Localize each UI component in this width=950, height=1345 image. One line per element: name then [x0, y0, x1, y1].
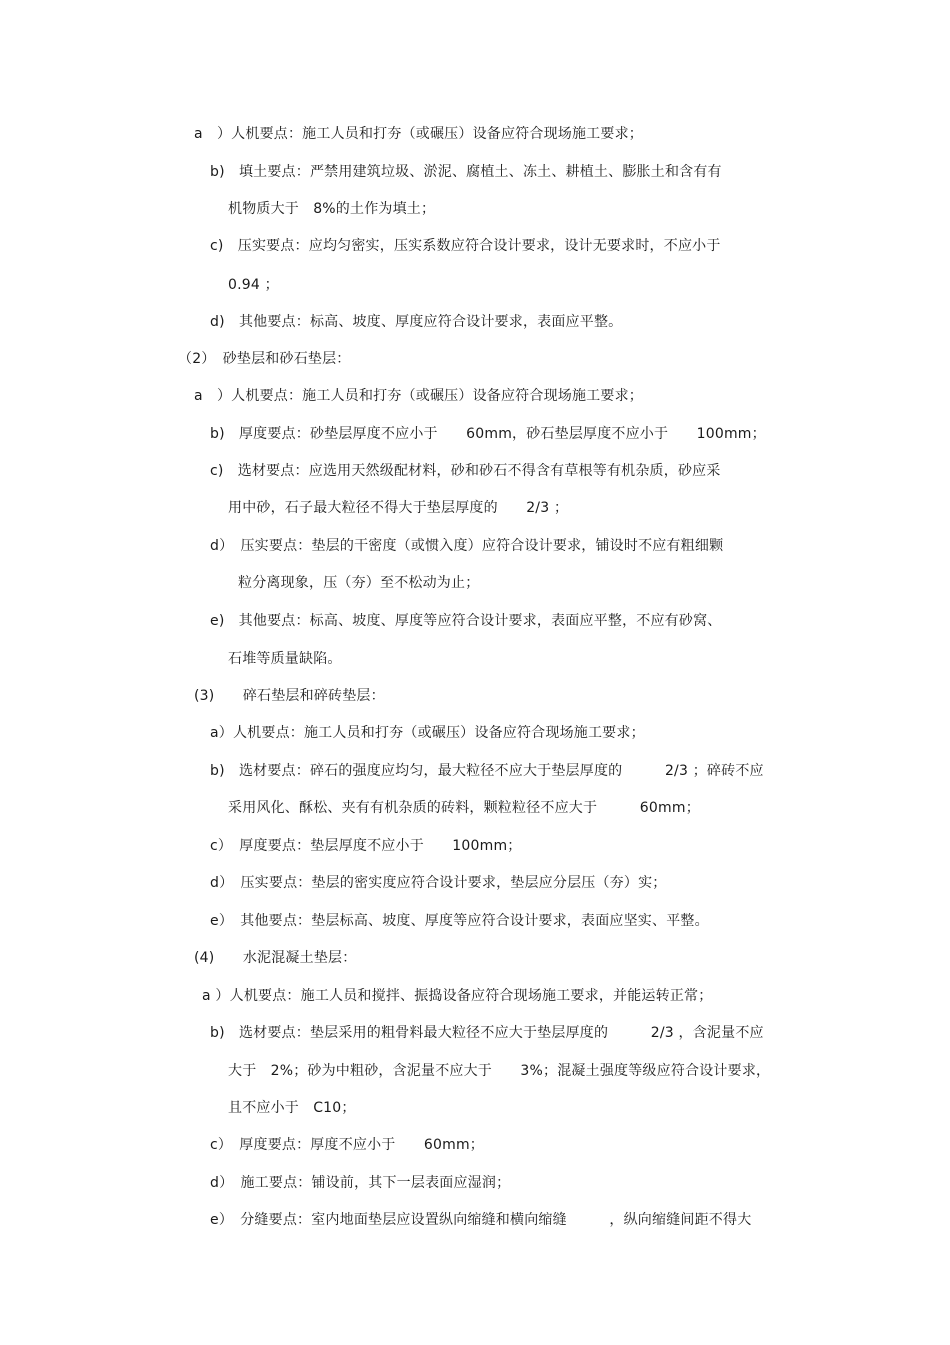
text-line: a ）人机要点：施工人员和打夯（或碾压）设备应符合现场施工要求； [194, 126, 643, 142]
section-heading: （2） 砂垫层和砂石垫层： [178, 351, 351, 367]
section-heading: (4) 水泥混凝土垫层： [194, 950, 357, 966]
text-line: d） 施工要点：铺设前，其下一层表面应湿润； [210, 1175, 511, 1191]
text-line: a ）人机要点：施工人员和打夯（或碾压）设备应符合现场施工要求； [194, 388, 643, 404]
text-line: c） 厚度要点：厚度不应小于 60mm； [210, 1137, 484, 1153]
text-line: b) 厚度要点：砂垫层厚度不应小于 60mm，砂石垫层厚度不应小于 100mm； [210, 426, 766, 442]
text-line: e） 分缝要点：室内地面垫层应设置纵向缩缝和横向缩缝 ，纵向缩缝间距不得大 [210, 1212, 752, 1228]
text-line: d） 压实要点：垫层的密实度应符合设计要求，垫层应分层压（夯）实； [210, 875, 667, 891]
text-line: 0.94 ； [228, 277, 279, 293]
text-line: b) 选材要点：垫层采用的粗骨料最大粒径不应大于垫层厚度的 2/3 ，含泥量不应 [210, 1025, 764, 1041]
text-line: 粒分离现象，压（夯）至不松动为止； [238, 575, 480, 591]
text-line: b) 选材要点：碎石的强度应均匀，最大粒径不应大于垫层厚度的 2/3 ；碎砖不应 [210, 763, 764, 779]
text-line: e） 其他要点：垫层标高、坡度、厚度等应符合设计要求，表面应坚实、平整。 [210, 913, 709, 929]
text-line: a）人机要点：施工人员和打夯（或碾压）设备应符合现场施工要求； [210, 725, 645, 741]
text-line: d） 压实要点：垫层的干密度（或惯入度）应符合设计要求，铺设时不应有粗细颗 [210, 538, 724, 554]
text-line: b) 填土要点：严禁用建筑垃圾、淤泥、腐植土、冻土、耕植土、膨胀土和含有有 [210, 164, 722, 180]
text-line: 石堆等质量缺陷。 [228, 651, 342, 667]
text-line: 大于 2%；砂为中粗砂，含泥量不应大于 3%；混凝土强度等级应符合设计要求， [228, 1063, 771, 1079]
text-line: 且不应小于 C10； [228, 1100, 356, 1116]
text-line: c) 压实要点：应均匀密实，压实系数应符合设计要求，设计无要求时，不应小于 [210, 238, 721, 254]
text-line: d) 其他要点：标高、坡度、厚度应符合设计要求，表面应平整。 [210, 314, 623, 330]
text-line: a ）人机要点：施工人员和搅拌、振捣设备应符合现场施工要求，并能运转正常； [202, 988, 713, 1004]
text-line: c) 选材要点：应选用天然级配材料，砂和砂石不得含有草根等有机杂质，砂应采 [210, 463, 721, 479]
text-line: 机物质大于 8%的土作为填土； [228, 201, 436, 217]
text-line: 采用风化、酥松、夹有有机杂质的砖料，颗粒粒径不应大于 60mm； [228, 800, 700, 816]
text-line: e) 其他要点：标高、坡度、厚度等应符合设计要求，表面应平整，不应有砂窝、 [210, 613, 722, 629]
text-line: c） 厚度要点：垫层厚度不应小于 100mm； [210, 838, 522, 854]
text-line: 用中砂，石子最大粒径不得大于垫层厚度的 2/3 ； [228, 500, 569, 516]
section-heading: (3) 碎石垫层和碎砖垫层： [194, 688, 385, 704]
